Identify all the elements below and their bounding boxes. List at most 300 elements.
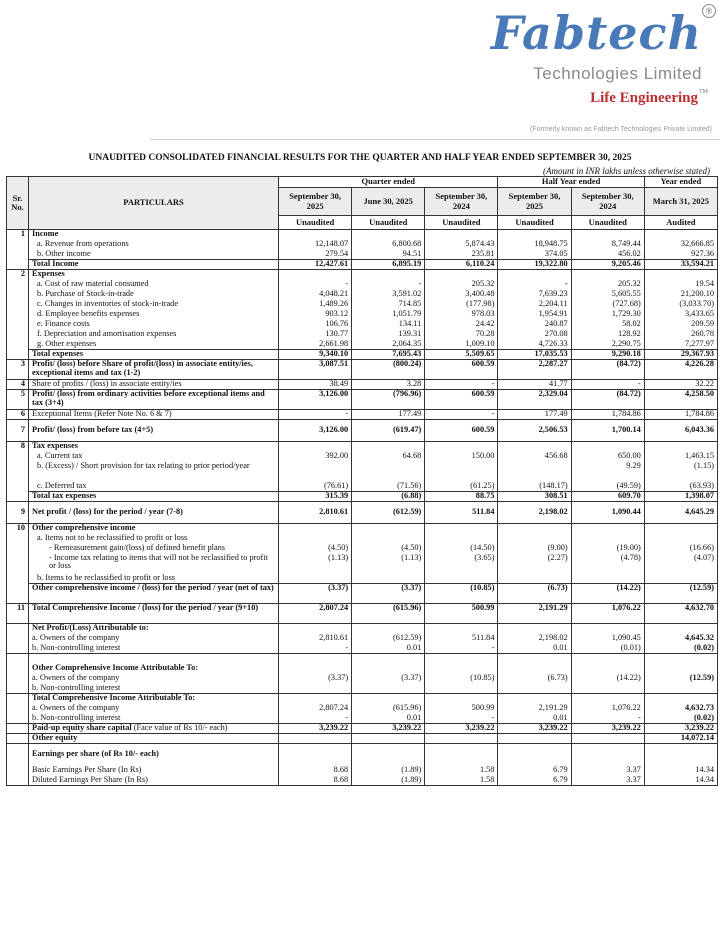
row-particular bbox=[29, 350, 279, 360]
row-value: 235.81 bbox=[425, 250, 498, 260]
row-sr-no: 8 bbox=[7, 442, 29, 452]
row-particular bbox=[29, 410, 279, 420]
row-value: 2,506.53 bbox=[498, 420, 571, 442]
table-row bbox=[7, 340, 718, 350]
row-value bbox=[352, 684, 425, 694]
row-value: 279.54 bbox=[279, 250, 352, 260]
row-value: 1,009.10 bbox=[425, 340, 498, 350]
row-sr-no: 6 bbox=[7, 410, 29, 420]
row-value: 3,239.22 bbox=[352, 724, 425, 734]
row-value: 5,509.65 bbox=[425, 350, 498, 360]
row-value: 714.85 bbox=[352, 300, 425, 310]
row-value bbox=[352, 574, 425, 584]
row-value: (3.37) bbox=[279, 584, 352, 604]
row-value: 4,645.32 bbox=[644, 634, 717, 644]
row-value: 600.59 bbox=[425, 360, 498, 380]
row-sr-no bbox=[7, 714, 29, 724]
row-sr-no bbox=[7, 462, 29, 482]
row-sr-no bbox=[7, 250, 29, 260]
column-date-header: June 30, 2025 bbox=[352, 188, 425, 216]
row-value bbox=[279, 654, 352, 664]
row-value: (6.73) bbox=[498, 674, 571, 684]
row-label: Other Comprehensive Income Attributable To: bbox=[32, 662, 199, 672]
table-row bbox=[7, 734, 718, 744]
row-sr-no bbox=[7, 544, 29, 554]
row-label: - Remeasurement gain/(loss) of defined benefit plans bbox=[49, 542, 226, 552]
row-value: 1,076.22 bbox=[571, 704, 644, 714]
row-value bbox=[571, 270, 644, 280]
table-row bbox=[7, 410, 718, 420]
table-row bbox=[7, 574, 718, 584]
row-value: 6,110.24 bbox=[425, 260, 498, 270]
row-sr-no bbox=[7, 330, 29, 340]
row-sr-no bbox=[7, 240, 29, 250]
row-value: 4,048.21 bbox=[279, 290, 352, 300]
row-label: Earnings per share (of Rs 10/- each) bbox=[32, 749, 159, 759]
table-row bbox=[7, 554, 718, 574]
row-value: 2,661.98 bbox=[279, 340, 352, 350]
row-value: 4,632.70 bbox=[644, 604, 717, 624]
row-sr-no bbox=[7, 482, 29, 492]
row-value bbox=[571, 664, 644, 674]
row-value: 3,239.22 bbox=[425, 724, 498, 734]
row-label: Total Comprehensive Income / (loss) for the period / year (9+10) bbox=[32, 603, 259, 612]
row-sr-no bbox=[7, 320, 29, 330]
row-value: (49.59) bbox=[571, 482, 644, 492]
row-value: (14.22) bbox=[571, 584, 644, 604]
row-particular bbox=[29, 644, 279, 654]
row-value: (796.96) bbox=[352, 390, 425, 410]
row-value: 3.28 bbox=[352, 380, 425, 390]
row-value: 1.58 bbox=[425, 766, 498, 776]
table-row bbox=[7, 502, 718, 524]
row-value: (0.02) bbox=[644, 644, 717, 654]
row-value: 609.70 bbox=[571, 492, 644, 502]
table-row bbox=[7, 390, 718, 410]
row-value bbox=[571, 694, 644, 704]
row-value bbox=[498, 230, 571, 240]
row-label: a. Owners of the company bbox=[32, 672, 120, 682]
row-value: 32.22 bbox=[644, 380, 717, 390]
table-row bbox=[7, 482, 718, 492]
row-value: 12,427.61 bbox=[279, 260, 352, 270]
row-particular bbox=[29, 574, 279, 584]
row-value bbox=[352, 664, 425, 674]
row-value: 5,605.55 bbox=[571, 290, 644, 300]
row-value bbox=[352, 534, 425, 544]
row-value: (63.93) bbox=[644, 482, 717, 492]
row-value: (4.78) bbox=[571, 554, 644, 574]
table-row bbox=[7, 492, 718, 502]
row-value: 5,874.43 bbox=[425, 240, 498, 250]
row-value: 1,784.86 bbox=[571, 410, 644, 420]
row-value: 2,810.61 bbox=[279, 502, 352, 524]
row-value bbox=[425, 462, 498, 482]
row-value: - bbox=[425, 410, 498, 420]
row-value bbox=[644, 524, 717, 534]
row-value: - bbox=[279, 280, 352, 290]
row-sr-no bbox=[7, 776, 29, 786]
row-particular bbox=[29, 734, 279, 744]
row-value: 94.51 bbox=[352, 250, 425, 260]
table-row bbox=[7, 644, 718, 654]
row-sr-no: 4 bbox=[7, 380, 29, 390]
row-value: 2,807.24 bbox=[279, 604, 352, 624]
row-particular bbox=[29, 420, 279, 442]
row-label: Total Comprehensive Income Attributable To: bbox=[32, 693, 196, 702]
row-value: 14,072.14 bbox=[644, 734, 717, 744]
row-value: 456.02 bbox=[571, 250, 644, 260]
row-particular bbox=[29, 684, 279, 694]
row-label: - Income tax relating to items that will not be reclassified to profit or loss bbox=[49, 552, 268, 571]
row-sr-no bbox=[7, 654, 29, 664]
row-sr-no bbox=[7, 310, 29, 320]
row-value: 8.68 bbox=[279, 766, 352, 776]
row-value: 3,400.48 bbox=[425, 290, 498, 300]
row-particular bbox=[29, 776, 279, 786]
row-label: c. Deferred tax bbox=[37, 480, 87, 490]
row-value: 205.32 bbox=[425, 280, 498, 290]
row-value bbox=[571, 624, 644, 634]
row-sr-no bbox=[7, 260, 29, 270]
row-value: 6,895.19 bbox=[352, 260, 425, 270]
row-value: 14.34 bbox=[644, 776, 717, 786]
row-label: e. Finance costs bbox=[37, 318, 90, 328]
row-value: (1.15) bbox=[644, 462, 717, 482]
financial-results-table bbox=[6, 176, 718, 786]
table-row bbox=[7, 380, 718, 390]
row-sr-no: 1 bbox=[7, 230, 29, 240]
row-label: b. Other income bbox=[37, 248, 91, 258]
row-particular bbox=[29, 250, 279, 260]
row-value bbox=[279, 230, 352, 240]
row-value: 600.59 bbox=[425, 390, 498, 410]
row-sr-no: 3 bbox=[7, 360, 29, 380]
row-sr-no bbox=[7, 534, 29, 544]
row-value bbox=[498, 664, 571, 674]
row-value: 38.49 bbox=[279, 380, 352, 390]
row-value: 6.79 bbox=[498, 766, 571, 776]
row-value: 0.01 bbox=[352, 714, 425, 724]
row-sr-no bbox=[7, 584, 29, 604]
row-value: 58.02 bbox=[571, 320, 644, 330]
row-value: 2,329.04 bbox=[498, 390, 571, 410]
letterhead bbox=[0, 0, 720, 150]
row-particular bbox=[29, 724, 279, 734]
column-status-header: Unaudited bbox=[498, 216, 571, 230]
row-value: 7,695.43 bbox=[352, 350, 425, 360]
row-value: 1,954.91 bbox=[498, 310, 571, 320]
row-value bbox=[279, 270, 352, 280]
row-sr-no bbox=[7, 554, 29, 574]
row-label: Exceptional Items (Refer Note No. 6 & 7) bbox=[32, 409, 172, 418]
row-particular bbox=[29, 714, 279, 724]
row-value: 17,035.53 bbox=[498, 350, 571, 360]
row-label: a. Cost of raw material consumed bbox=[37, 278, 149, 288]
row-value: (12.59) bbox=[644, 584, 717, 604]
row-particular bbox=[29, 260, 279, 270]
row-value: 2,204.11 bbox=[498, 300, 571, 310]
row-sr-no bbox=[7, 624, 29, 634]
report-title: UNAUDITED CONSOLIDATED FINANCIAL RESULTS FOR THE QUARTER AND HALF YEAR ENDED SEPTEMBER 30, 2025 bbox=[88, 153, 632, 163]
row-label: Net profit / (loss) for the period / year (7-8) bbox=[32, 507, 183, 517]
row-value bbox=[425, 574, 498, 584]
row-label: Other comprehensive income / (loss) for the period / year (net of tax) bbox=[32, 583, 274, 592]
row-sr-no bbox=[7, 734, 29, 744]
column-status-header: Unaudited bbox=[571, 216, 644, 230]
row-value: 1,090.44 bbox=[571, 502, 644, 524]
row-value: 139.31 bbox=[352, 330, 425, 340]
row-sr-no: 11 bbox=[7, 604, 29, 624]
row-value: (16.66) bbox=[644, 544, 717, 554]
row-value bbox=[498, 694, 571, 704]
row-value: 927.36 bbox=[644, 250, 717, 260]
row-value bbox=[498, 654, 571, 664]
column-date-header: September 30, 2024 bbox=[571, 188, 644, 216]
row-value: 0.01 bbox=[352, 644, 425, 654]
row-value: (4.50) bbox=[352, 544, 425, 554]
column-status-header: Audited bbox=[644, 216, 717, 230]
row-value: 456.68 bbox=[498, 452, 571, 462]
row-label: b. Items to be reclassified to profit or loss bbox=[37, 572, 176, 582]
row-value: 33,594.21 bbox=[644, 260, 717, 270]
row-value bbox=[498, 442, 571, 452]
table-row bbox=[7, 420, 718, 442]
row-value bbox=[571, 534, 644, 544]
row-value: 308.51 bbox=[498, 492, 571, 502]
row-value: 41.77 bbox=[498, 380, 571, 390]
row-particular bbox=[29, 492, 279, 502]
row-value bbox=[571, 744, 644, 766]
row-value: 2,191.29 bbox=[498, 704, 571, 714]
column-date-header: September 30, 2025 bbox=[279, 188, 352, 216]
row-value: 9,340.10 bbox=[279, 350, 352, 360]
table-row bbox=[7, 250, 718, 260]
row-label: a. Owners of the company bbox=[32, 702, 120, 712]
row-value: - bbox=[425, 644, 498, 654]
row-value bbox=[425, 664, 498, 674]
row-value: 3,433.65 bbox=[644, 310, 717, 320]
row-value bbox=[644, 664, 717, 674]
row-value bbox=[279, 624, 352, 634]
row-value: 1,051.79 bbox=[352, 310, 425, 320]
table-row bbox=[7, 744, 718, 766]
row-value: 88.75 bbox=[425, 492, 498, 502]
row-sr-no: 7 bbox=[7, 420, 29, 442]
row-value: 1,784.86 bbox=[644, 410, 717, 420]
row-sr-no bbox=[7, 452, 29, 462]
row-value: (148.17) bbox=[498, 482, 571, 492]
row-label: c. Changes in inventories of stock-in-trade bbox=[37, 298, 179, 308]
row-value: 64.68 bbox=[352, 452, 425, 462]
row-value bbox=[425, 270, 498, 280]
row-value bbox=[279, 462, 352, 482]
row-value: 9,205.46 bbox=[571, 260, 644, 270]
row-value bbox=[644, 684, 717, 694]
table-row bbox=[7, 462, 718, 482]
row-value: (0.02) bbox=[644, 714, 717, 724]
row-particular bbox=[29, 380, 279, 390]
amount-note: (Amount in INR lakhs unless otherwise stated) bbox=[543, 166, 710, 176]
row-label: Tax expenses bbox=[32, 441, 79, 450]
row-label: a. Revenue from operations bbox=[37, 238, 129, 248]
row-value: 0.01 bbox=[498, 714, 571, 724]
row-sr-no bbox=[7, 684, 29, 694]
row-value: (1.89) bbox=[352, 766, 425, 776]
row-value bbox=[279, 664, 352, 674]
table-row bbox=[7, 260, 718, 270]
row-value: (0.01) bbox=[571, 644, 644, 654]
column-status-header: Unaudited bbox=[279, 216, 352, 230]
row-value: (3,033.70) bbox=[644, 300, 717, 310]
row-label: Expenses bbox=[32, 269, 65, 278]
row-value: (9.00) bbox=[498, 544, 571, 554]
row-value: (727.68) bbox=[571, 300, 644, 310]
row-value: 4,726.33 bbox=[498, 340, 571, 350]
company-tagline: Life Engineering bbox=[590, 90, 698, 106]
row-label: b. Purchase of Stock-in-trade bbox=[37, 288, 134, 298]
row-value: (19.00) bbox=[571, 544, 644, 554]
row-label: Profit/ (loss) from before tax (4+5) bbox=[32, 425, 154, 435]
row-value bbox=[352, 462, 425, 482]
formerly-known-as: (Formerly known as Fabtech Technologies Private Limited) bbox=[530, 126, 712, 133]
row-value: (615.96) bbox=[352, 604, 425, 624]
row-value: 1,076.22 bbox=[571, 604, 644, 624]
row-label: Total Income bbox=[32, 259, 79, 268]
row-label: Paid-up equity share capital bbox=[32, 723, 132, 732]
row-particular bbox=[29, 390, 279, 410]
quarter-ended-header: Quarter ended bbox=[279, 177, 498, 188]
row-value bbox=[425, 230, 498, 240]
row-value bbox=[644, 694, 717, 704]
row-value: 2,198.02 bbox=[498, 502, 571, 524]
row-value: 8.68 bbox=[279, 776, 352, 786]
row-value bbox=[352, 624, 425, 634]
row-value: 6,043.36 bbox=[644, 420, 717, 442]
row-label: b. (Excess) / Short provision for tax relating to prior period/year bbox=[37, 460, 250, 470]
row-value bbox=[425, 534, 498, 544]
row-value: 1,398.07 bbox=[644, 492, 717, 502]
row-value bbox=[352, 734, 425, 744]
table-row bbox=[7, 330, 718, 340]
row-value: (71.56) bbox=[352, 482, 425, 492]
row-value: 260.78 bbox=[644, 330, 717, 340]
row-value: (3.37) bbox=[352, 584, 425, 604]
row-value bbox=[279, 442, 352, 452]
row-value bbox=[498, 462, 571, 482]
row-value: (612.59) bbox=[352, 502, 425, 524]
row-value: - bbox=[279, 644, 352, 654]
row-value: (4.50) bbox=[279, 544, 352, 554]
row-value: 3,591.02 bbox=[352, 290, 425, 300]
year-ended-header: Year ended bbox=[644, 177, 717, 188]
row-value: 2,810.61 bbox=[279, 634, 352, 644]
row-value: (10.85) bbox=[425, 584, 498, 604]
row-sr-no bbox=[7, 574, 29, 584]
particulars-header: PARTICULARS bbox=[29, 177, 279, 230]
row-value: (1.13) bbox=[279, 554, 352, 574]
company-logo: Fabtech bbox=[490, 6, 702, 60]
row-sr-no bbox=[7, 694, 29, 704]
row-value: 7,277.97 bbox=[644, 340, 717, 350]
table-row bbox=[7, 604, 718, 624]
row-value bbox=[644, 654, 717, 664]
row-value bbox=[279, 574, 352, 584]
row-label: Basic Earnings Per Share (In Rs) bbox=[32, 764, 142, 774]
row-value bbox=[571, 442, 644, 452]
row-label: Net Profit/(Loss) Attributable to: bbox=[32, 623, 149, 632]
row-value: 209.59 bbox=[644, 320, 717, 330]
row-label: Other comprehensive income bbox=[32, 523, 136, 532]
row-sr-no bbox=[7, 300, 29, 310]
row-value: - bbox=[352, 280, 425, 290]
row-value: (3.37) bbox=[279, 674, 352, 684]
row-particular bbox=[29, 462, 279, 482]
column-date-header: March 31, 2025 bbox=[644, 188, 717, 216]
row-label: f. Depreciation and amortisation expenses bbox=[37, 328, 177, 338]
company-subtitle: Technologies Limited bbox=[533, 64, 702, 83]
row-value: 9,290.18 bbox=[571, 350, 644, 360]
row-value bbox=[425, 442, 498, 452]
row-value: 3.37 bbox=[571, 776, 644, 786]
row-value: 3,239.22 bbox=[279, 724, 352, 734]
row-value: 2,807.24 bbox=[279, 704, 352, 714]
row-value: (615.96) bbox=[352, 704, 425, 714]
row-value: 4,226.28 bbox=[644, 360, 717, 380]
row-value: 19.54 bbox=[644, 280, 717, 290]
row-value: 3,126.00 bbox=[279, 420, 352, 442]
row-label: Profit/ (loss) from ordinary activities before exceptional items and tax (3+4) bbox=[32, 389, 265, 407]
row-value: 1,489.26 bbox=[279, 300, 352, 310]
row-value: 903.12 bbox=[279, 310, 352, 320]
row-value: (619.47) bbox=[352, 420, 425, 442]
row-label: Total tax expenses bbox=[32, 491, 97, 500]
row-value bbox=[279, 694, 352, 704]
row-value: 6.79 bbox=[498, 776, 571, 786]
column-date-header: September 30, 2025 bbox=[498, 188, 571, 216]
row-sr-no: 2 bbox=[7, 270, 29, 280]
row-value: (6.88) bbox=[352, 492, 425, 502]
row-value: 177.49 bbox=[498, 410, 571, 420]
row-value bbox=[644, 534, 717, 544]
row-value: 500.99 bbox=[425, 604, 498, 624]
table-row bbox=[7, 310, 718, 320]
row-value: 1,463.15 bbox=[644, 452, 717, 462]
row-value bbox=[425, 744, 498, 766]
row-value: (6.73) bbox=[498, 584, 571, 604]
row-label: a. Owners of the company bbox=[32, 632, 120, 642]
row-value bbox=[571, 574, 644, 584]
row-value bbox=[571, 684, 644, 694]
row-value: (3.37) bbox=[352, 674, 425, 684]
row-value: 177.49 bbox=[352, 410, 425, 420]
row-value: 130.77 bbox=[279, 330, 352, 340]
table-row bbox=[7, 240, 718, 250]
row-value bbox=[644, 744, 717, 766]
row-value: 12,148.07 bbox=[279, 240, 352, 250]
row-value: 511.84 bbox=[425, 634, 498, 644]
row-value: 2,287.27 bbox=[498, 360, 571, 380]
header-divider bbox=[150, 139, 720, 140]
row-particular bbox=[29, 604, 279, 624]
column-status-header: Unaudited bbox=[352, 216, 425, 230]
row-value: - bbox=[571, 714, 644, 724]
table-row bbox=[7, 360, 718, 380]
row-value bbox=[571, 734, 644, 744]
row-value: 4,632.73 bbox=[644, 704, 717, 714]
row-value: 3,239.22 bbox=[571, 724, 644, 734]
row-sr-no bbox=[7, 340, 29, 350]
